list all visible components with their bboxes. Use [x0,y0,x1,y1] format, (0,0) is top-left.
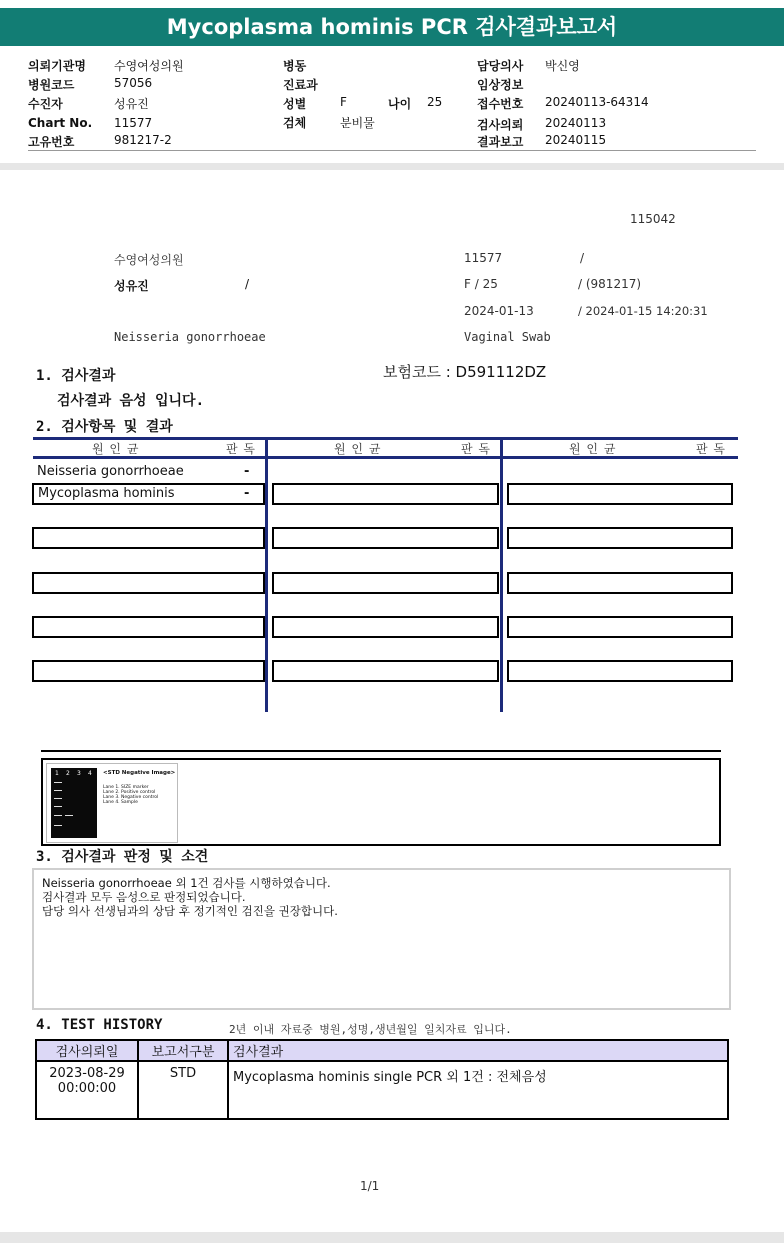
label-department: 진료과 [283,78,318,92]
col-header-judgment-2: 판 독 [461,442,491,456]
page-bottom-separator [0,1232,784,1243]
table-divider-1 [265,437,268,712]
col-request-date: 검사의뢰일 [36,1040,138,1061]
result-cell-box [507,483,733,505]
label-report-date: 결과보고 [477,135,524,149]
result-cell-box [507,527,733,549]
summary-request-date: 2024-01-13 [464,304,534,318]
value-doctor: 박신영 [545,59,580,73]
result-cell-box [272,660,499,682]
label-request-date: 검사의뢰 [477,118,524,132]
value-unique-no: 981217-2 [114,133,172,147]
table-divider-2 [500,437,503,712]
label-receipt-no: 접수번호 [477,97,524,111]
gel-legend [103,785,158,805]
value-receipt-no: 20240113-64314 [545,95,649,109]
summary-code: 115042 [630,212,676,226]
summary-report-datetime: / 2024-01-15 14:20:31 [578,304,708,318]
result-row-1: - [244,464,250,479]
value-chart-no: 11577 [114,116,153,130]
result-cell-box [32,616,265,638]
summary-slash: / [580,251,585,265]
summary-id: / (981217) [578,277,642,291]
gel-band [65,815,73,816]
section3-title: 3. 검사결과 판정 및 소견 [36,849,209,865]
lane-number: 2 [66,770,70,777]
gel-title: <STD Negative Image> [103,770,176,776]
gel-band [54,790,62,791]
gel-band [54,782,62,783]
lane-number: 4 [88,770,92,777]
label-sex: 성별 [283,97,307,111]
history-result: Mycoplasma hominis single PCR 외 1건 : 전체음성 [228,1061,728,1119]
col-report-type: 보고서구분 [138,1040,228,1061]
result-cell-box [272,527,499,549]
result-cell-box [32,572,265,594]
lane-number: 1 [55,770,59,777]
value-sex: F [340,95,347,109]
gel-legend-item: Lane 1. SIZE marker [103,785,149,790]
label-patient: 수진자 [28,97,63,111]
gel-band [54,815,62,816]
col-header-organism-1: 원 인 균 [92,442,140,456]
result-cell-box [272,572,499,594]
result-cell-box [507,660,733,682]
history-table [35,1039,729,1120]
col-header-organism-3: 원 인 균 [569,442,617,456]
history-type: STD [138,1061,228,1119]
col-header-organism-2: 원 인 균 [334,442,382,456]
gel-image [46,763,178,843]
organism-row-2: Mycoplasma hominis [38,486,175,501]
gel-band [54,806,62,807]
gel-legend-item: Lane 2. Positive control [103,790,156,795]
value-hospital: 수영여성의원 [114,59,184,73]
summary-slash-2: / [245,277,250,291]
gel-top-line [41,750,721,752]
opinion-line: 담당 의사 선생님과의 상담 후 정기적인 검진을 권장합니다. [42,904,338,918]
summary-hospital: 수영여성의원 [114,253,184,267]
result-text: 검사결과 음성 입니다. [57,393,205,409]
value-request-date: 20240113 [545,116,607,130]
label-ward: 병동 [283,59,307,73]
result-cell-box [32,660,265,682]
label-age: 나이 [388,97,412,111]
result-cell-box [507,572,733,594]
section2-title: 2. 검사항목 및 결과 [36,419,173,435]
section4-title: 4. TEST HISTORY [36,1017,163,1033]
col-test-result: 검사결과 [228,1040,728,1061]
label-hospital-code: 병원코드 [28,78,75,92]
result-cell-box [32,527,265,549]
opinion-line: Neisseria gonorrhoeae 외 1건 검사를 시행하였습니다. [42,876,331,890]
result-cell-box [272,616,499,638]
gel-legend-item: Lane 3. Negative control [103,795,159,800]
label-specimen: 검체 [283,116,307,130]
result-cell-box [507,616,733,638]
value-report-date: 20240115 [545,133,607,147]
lane-number: 3 [77,770,81,777]
gel-legend-item: Lane 4. Sample [103,800,138,805]
summary-test-name: Neisseria gonorrhoeae [114,330,266,344]
summary-sex-age: F / 25 [464,277,498,291]
value-specimen: 분비물 [340,116,375,130]
page-separator [0,163,784,170]
col-header-judgment-3: 판 독 [696,442,726,456]
history-date: 2023-08-29 [49,1066,125,1081]
value-age: 25 [427,95,443,109]
result-cell-box [272,483,499,505]
gel-band [54,825,62,826]
summary-specimen: Vaginal Swab [464,330,551,344]
organism-row-1: Neisseria gonorrhoeae [37,464,184,479]
label-doctor: 담당의사 [477,59,524,73]
header-divider [28,150,756,151]
label-unique-no: 고유번호 [28,135,75,149]
summary-patient: 성유진 [114,279,149,293]
table-row [36,1061,728,1119]
history-header-row [36,1040,728,1061]
opinion-box [32,868,731,1010]
opinion-line: 검사결과 모두 음성으로 판정되었습니다. [42,890,246,904]
history-note: 2년 이내 자료중 병원,성명,생년월일 일치자료 입니다. [229,1023,512,1036]
label-chart-no: Chart No. [28,116,93,130]
history-time: 00:00:00 [57,1081,117,1096]
result-row-2: - [244,486,250,501]
label-hospital: 의뢰기관명 [28,59,86,73]
history-date-cell [36,1061,138,1119]
gel-band [54,798,62,799]
insurance-code: 보험코드 : D591112DZ [383,363,547,381]
section1-title: 1. 검사결과 [36,368,116,384]
gel-photo [51,768,97,838]
label-clinical-info: 임상정보 [477,78,524,92]
col-header-judgment-1: 판 독 [226,442,256,456]
page-number: 1/1 [360,1179,380,1193]
value-hospital-code: 57056 [114,76,153,90]
report-title: Mycoplasma hominis PCR 검사결과보고서 [0,8,784,46]
summary-chart: 11577 [464,251,503,265]
value-patient: 성유진 [114,97,149,111]
